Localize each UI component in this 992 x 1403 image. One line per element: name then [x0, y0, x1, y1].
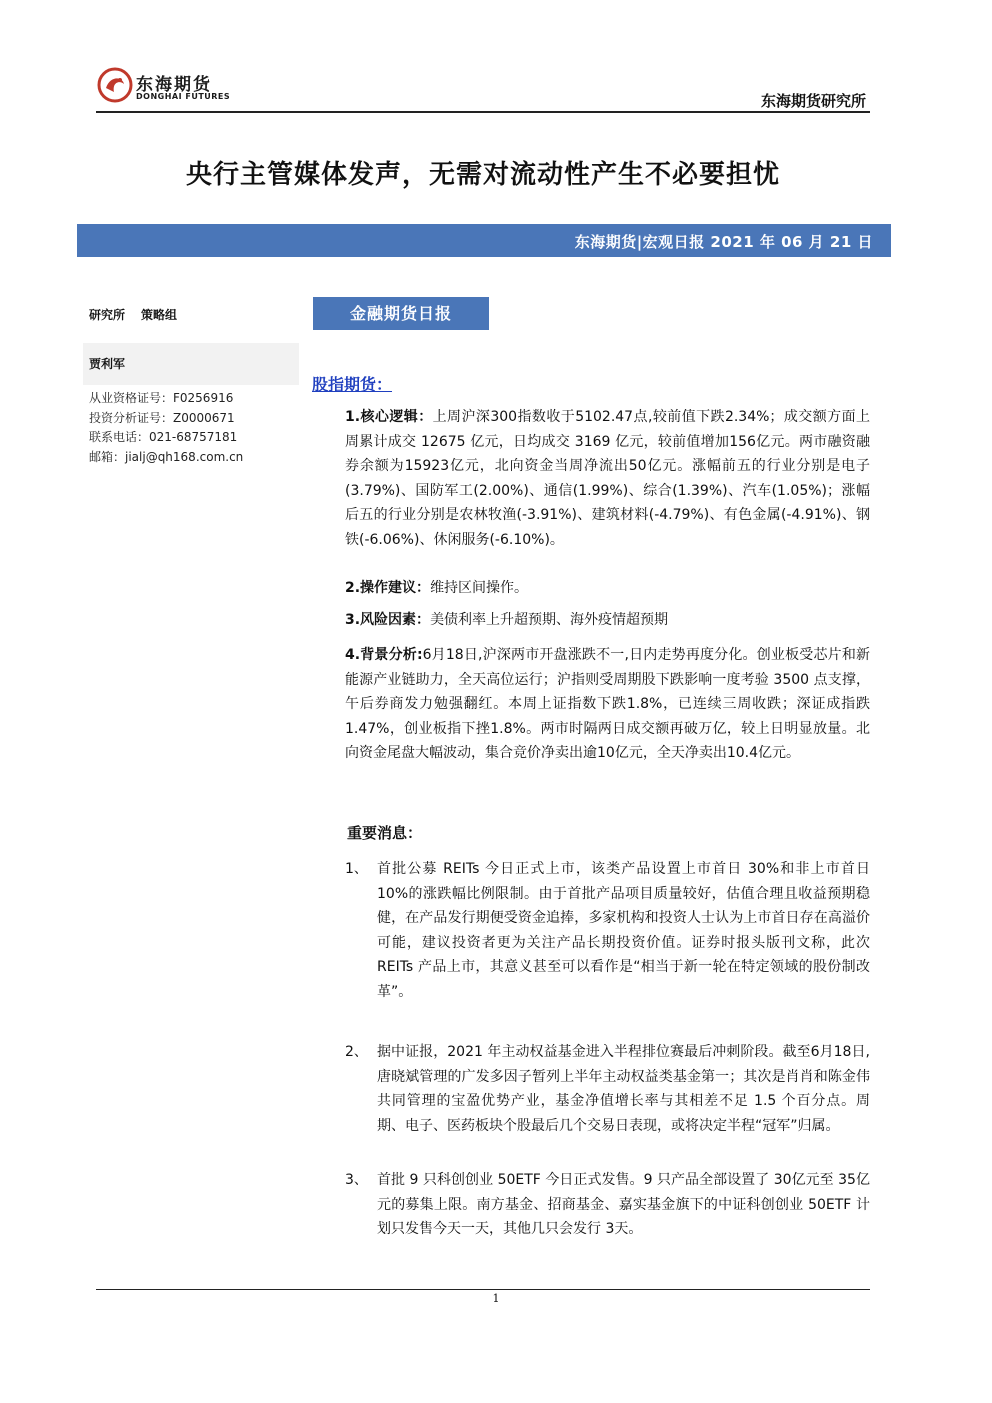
- point-text: 维持区间操作。: [430, 580, 529, 596]
- section-tag: 金融期货日报: [313, 297, 489, 330]
- page-number: 1: [492, 1292, 500, 1305]
- news-text: 首批公募 REITs 今日正式上市，该类产品设置上市首日 30%和非上市首日 10%的涨跌幅比例限制。由于首批产品项目质量较好，估值合理且收益预期稳健，在产品发行期便受资金追捧，多家机构和投资人士认为上市首日存在高溢价可能，建议投资者更为关注产品长期投资价值。证券时报头版刊文称，此次 REITs 产品上市，其意义甚至可以看作是“相当于新一轮在特定领域的股份制改革”。: [377, 861, 870, 1000]
- point-text: 上周沪深300指数收于5102.47点,较前值下跌2.34%；成交额方面上周累计成交 12675 亿元，日均成交 3169 亿元，较前值增加156亿元。两市融资融券余额为15923亿元，北向资金当周净流出50亿元。涨幅前五的行业分别是电子(3.79%)、国防军工(2.00%)、通信(1.99%)、综合(1.39%)、汽车(1.05%)；涨幅后五的行业分别是农林牧渔(-3.91%)、建筑材料(-4.79%)、有色金属(-4.91%)、钢铁(-6.06%)、休闲服务(-6.10%)。: [345, 409, 870, 548]
- analyst-info: [83, 389, 299, 467]
- footer-divider: [96, 1289, 870, 1290]
- news-number: 3、: [345, 1172, 368, 1188]
- subsection-heading: 股指期货：: [312, 375, 393, 394]
- point-label: 3.风险因素：: [345, 612, 431, 628]
- author-sidebar: [83, 306, 299, 467]
- logo-text-cn: 东海期货: [136, 75, 212, 95]
- report-title: 央行主管媒体发声，无需对流动性产生不必要担忧: [185, 160, 780, 190]
- report-banner: [77, 224, 891, 257]
- banner-text: 东海期货|宏观日报 2021 年 06 月 21 日: [574, 233, 873, 251]
- header-divider: [96, 111, 870, 113]
- group-label: 策略组: [141, 308, 178, 322]
- news-text: 首批 9 只科创创业 50ETF 今日正式发售。9 只产品全部设置了 30亿元至 35亿元的募集上限。南方基金、招商基金、嘉实基金旗下的中证科创创业 50ETF 计划只发售今天一天，其他几只会发行 3天。: [377, 1172, 870, 1237]
- news-text: 据中证报，2021 年主动权益基金进入半程排位赛最后冲刺阶段。截至6月18日,唐晓斌管理的广发多因子暂列上半年主动权益类基金第一；其次是肖肖和陈金伟共同管理的宝盈优势产业，基金净值增长率与其相差不足 1.5 个百分点。周期、电子、医药板块个股最后几个交易日表现，或将决定半程“冠军”归属。: [377, 1044, 870, 1134]
- point-risk: [345, 608, 870, 633]
- point-core-logic: [345, 405, 870, 552]
- qualification-number: 从业资格证号：F0256916: [89, 391, 234, 405]
- point-background: [345, 643, 870, 766]
- point-text: 美债利率上升超预期、海外疫情超预期: [430, 612, 669, 628]
- news-number: 2、: [345, 1044, 368, 1060]
- email-address: 邮箱：jialj@qh168.com.cn: [89, 449, 244, 464]
- logo-text-en: DONGHAI FUTURES: [136, 92, 231, 101]
- news-item: [345, 857, 870, 1004]
- point-label: 2.操作建议：: [345, 580, 431, 596]
- news-item: [345, 1168, 870, 1242]
- company-logo: [96, 66, 246, 106]
- dept-label: 研究所: [89, 308, 126, 322]
- point-label: 4.背景分析:: [345, 647, 423, 663]
- point-text: 6月18日,沪深两市开盘涨跌不一,日内走势再度分化。创业板受芯片和新能源产业链助力，全天高位运行；沪指则受周期股下跌影响一度考验 3500 点支撑，午后券商发力勉强翻红。本周上证指数下跌1.8%，已连续三周收跌；深证成指跌1.47%，创业板指下挫1.8%。两市时隔两日成交额再破万亿，较上日明显放量。北向资金尾盘大幅波动，集合竞价净卖出逾10亿元，全天净卖出10.4亿元。: [345, 647, 870, 761]
- analyst-box: [83, 343, 299, 385]
- phone-number: 联系电话：021-68757181: [89, 430, 238, 444]
- point-label: 1.核心逻辑：: [345, 409, 433, 425]
- team-line: [83, 306, 299, 323]
- point-operation: [345, 576, 870, 601]
- investment-analysis-number: 投资分析证号：Z0000671: [89, 410, 235, 425]
- dragon-logo-icon: [96, 66, 134, 104]
- news-number: 1、: [345, 861, 368, 877]
- analyst-name: 贾利军: [89, 357, 126, 371]
- header-organization: 东海期货研究所: [760, 92, 866, 110]
- news-item: [345, 1040, 870, 1138]
- news-heading: 重要消息：: [347, 824, 423, 842]
